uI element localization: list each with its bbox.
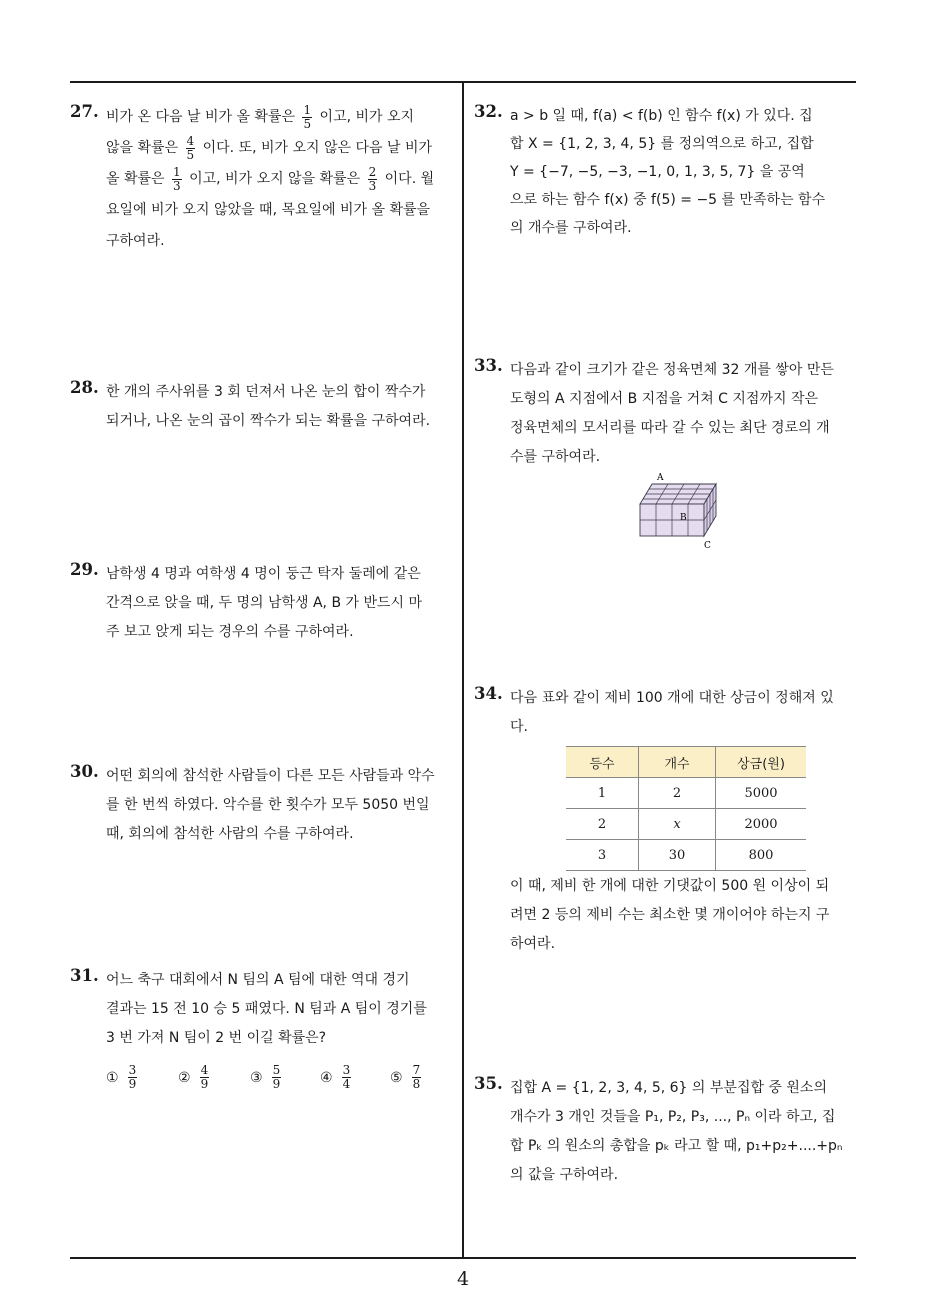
label-b: B bbox=[680, 513, 687, 523]
table-cell: 3 bbox=[566, 840, 639, 871]
question-text: 이 때, 제비 한 개에 대한 기댓값이 500 원 이상이 되 려면 2 등의 제비 수는 최소한 몇 개이어야 하는지 구 하여라. bbox=[510, 878, 830, 952]
question-text: 어떤 회의에 참석한 사람들이 다른 모든 사람들과 악수 를 한 번씩 하였다. 악수를 한 횟수가 모두 5050 번일 때, 회의에 참석한 사람의 수를 구하여라. bbox=[106, 768, 435, 842]
label-c: C bbox=[704, 541, 711, 551]
page-number: 4 bbox=[456, 1268, 470, 1290]
fraction: $\frac{4}{9}$ bbox=[200, 1063, 209, 1091]
question-text: 집합 A = {1, 2, 3, 4, 5, 6} 의 부분집합 중 원소의 개수가 3 개인 것들을 P₁, P₂, P₃, ..., Pₙ 이라 하고, 집 합 Pₖ 의 원소의 총합을 pₖ 라고 할 때, p₁+p₂+....+pₙ 의 값을 구하여라. bbox=[510, 1080, 843, 1183]
table-cell: 2000 bbox=[716, 809, 807, 840]
fraction: $\frac{7}{8}$ bbox=[412, 1063, 421, 1091]
question-text: 한 개의 주사위를 3 회 던져서 나온 눈의 합이 짝수가 되거나, 나온 눈의 곱이 짝수가 되는 확률을 구하여라. bbox=[106, 384, 431, 429]
question-text: a > b 일 때, f(a) < f(b) 인 함수 f(x) 가 있다. 집 합 X = {1, 2, 3, 4, 5} 를 정의역으로 하고, 집합 Y = {−7, −5, −3, −1, 0, 1, 3, 5, 7} 을 공역 으로 하는 함수 f(x) 중 f(5) = −5 를 만족하는 함수 의 개수를 구하여라. bbox=[510, 108, 826, 236]
table-header-row bbox=[566, 747, 806, 778]
question-text: 다음 표와 같이 제비 100 개에 대한 상금이 정해져 있 다. bbox=[510, 690, 834, 735]
fraction: $\frac{4}{5}$ bbox=[186, 133, 195, 162]
fraction: $\frac{3}{4}$ bbox=[342, 1063, 351, 1091]
column-header: 등수 bbox=[566, 747, 639, 778]
question-text: 다음과 같이 크기가 같은 정육면체 32 개를 쌓아 만든 도형의 A 지점에서 B 지점을 거쳐 C 지점까지 작은 정육면체의 모서리를 따라 갈 수 있는 최단 경로의 개 수를 구하여라. bbox=[510, 362, 834, 465]
cube-stack-figure bbox=[630, 468, 726, 554]
table-cell: 2 bbox=[639, 778, 716, 809]
question-number: 27. bbox=[70, 102, 99, 121]
question-number: 32. bbox=[474, 102, 503, 121]
question-text: 남학생 4 명과 여학생 4 명이 둥근 탁자 둘레에 같은 간격으로 앉을 때, 두 명의 남학생 A, B 가 반드시 마 주 보고 앉게 되는 경우의 수를 구하여라. bbox=[106, 566, 423, 640]
choice-3[interactable]: ③ $\frac{5}{9}$ bbox=[250, 1063, 281, 1091]
question-text: 어느 축구 대회에서 N 팀의 A 팀에 대한 역대 경기 결과는 15 전 10 승 5 패였다. N 팀과 A 팀이 경기를 3 번 가져 N 팀이 2 번 이길 확률은? bbox=[106, 972, 427, 1046]
table-cell: 2 bbox=[566, 809, 639, 840]
table-cell: x bbox=[639, 809, 716, 840]
table-cell: 5000 bbox=[716, 778, 807, 809]
table-cell: 30 bbox=[639, 840, 716, 871]
fraction: $\frac{1}{3}$ bbox=[173, 164, 181, 193]
table-cell: 1 bbox=[566, 778, 639, 809]
fraction: $\frac{3}{9}$ bbox=[128, 1063, 137, 1091]
label-a: A bbox=[657, 473, 664, 483]
table-row bbox=[566, 778, 806, 809]
question-number: 29. bbox=[70, 560, 99, 579]
question-number: 31. bbox=[70, 966, 99, 985]
column-divider bbox=[462, 82, 464, 1258]
choice-1[interactable]: ① $\frac{3}{9}$ bbox=[106, 1063, 137, 1091]
fraction: $\frac{1}{5}$ bbox=[303, 102, 312, 131]
table-row bbox=[566, 809, 806, 840]
table-row bbox=[566, 840, 806, 871]
fraction: $\frac{5}{9}$ bbox=[272, 1063, 281, 1091]
column-header: 개수 bbox=[639, 747, 716, 778]
question-number: 34. bbox=[474, 684, 503, 703]
question-number: 33. bbox=[474, 356, 503, 375]
answer-choices bbox=[106, 1064, 436, 1104]
question-number: 28. bbox=[70, 378, 99, 397]
question-number: 30. bbox=[70, 762, 99, 781]
fraction: $\frac{2}{3}$ bbox=[368, 164, 377, 193]
question-text: 비가 온 다음 날 비가 올 확률은 $\frac{1}{5}$ 이고, 비가 오지 않을 확률은 $\frac{4}{5}$ 이다. 또, 비가 오지 않은 다음 날 비가 올 확률은 $\frac{1}{3}$ 이고, 비가 오지 않을 확률은 $\frac{2}{3}$ 이다. 월 요일에 비가 오지 않았을 때, 목요일에 비가 올 확률을 구하여라. bbox=[106, 102, 435, 249]
column-header: 상금(원) bbox=[716, 747, 807, 778]
table-cell: 800 bbox=[716, 840, 807, 871]
bottom-rule bbox=[70, 1257, 856, 1259]
choice-4[interactable]: ④ $\frac{3}{4}$ bbox=[320, 1063, 351, 1091]
choice-2[interactable]: ② $\frac{4}{9}$ bbox=[178, 1063, 209, 1091]
choice-5[interactable]: ⑤ $\frac{7}{8}$ bbox=[390, 1063, 421, 1091]
prize-table bbox=[566, 746, 806, 871]
question-number: 35. bbox=[474, 1074, 503, 1093]
